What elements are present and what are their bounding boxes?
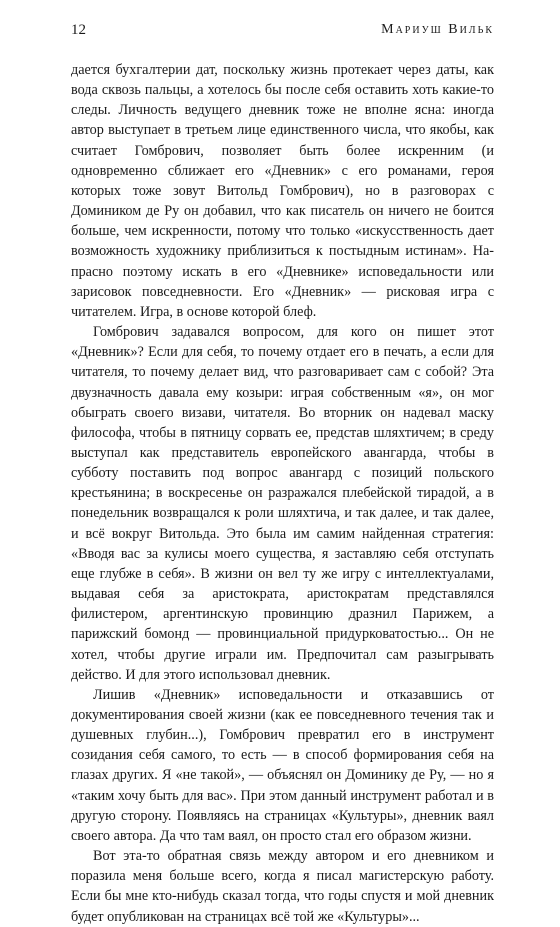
running-head (71, 22, 494, 42)
paragraph-continued: дается бухгалтерии дат, поскольку жизнь протекает через даты, как вода сквозь пальцы, а хотелось бы после себя оставить хоть какие-то следы. Личность ведущего дневник тоже не вполне ясна: иногда автор выступает в третьем лице единственного числа, что якобы, как считает Гомбрович, позволяет быть более искренним (и одновременно сближает его «Дневник» с его романами, героя которых тоже зовут Витольд Гомбрович), но в разговорах с Домиником де Ру он добавил, что как писатель он ничего не боится больше, чем искренности, потому что только «искусственность дает возможность художнику приблизиться к постыдным истинам». Напрасно поэтому искать в его «Дневнике» исповедальности или зарисовок повседневности. Его «Дневник» — рисковая игра с читателем. Игра, в основе которой блеф. (71, 62, 494, 320)
paragraph: Гомбрович задавался вопросом, для кого он пишет этот «Дневник»? Если для себя, то почему отдает его в печать, а если для читателя, то почему делает вид, что разговаривает сам с собой? Эта двузначность давала ему козыри: играя собственным «я», он мог обыграть своего визави, читателя. Во вторник он надевал маску философа, чтобы в пятницу сорвать ее, представ шляхтичем; в среду выступал как представитель европейского авангарда, чтобы в субботу поставить под вопрос авангард с позиций польского крестьянина; в воскресенье он разражался плебейской тирадой, а в понедельник возвращался к роли шляхтича, и так далее, и так далее, и всё вокруг Витольда. Это была им самим найденная стратегия: «Вводя вас за кулисы моего существа, я заставляю себя отступать еще глубже в себя». В жизни он вел ту же игру с интеллектуалами, выдавая себя за аристократа, аристократам представлялся филистером, аргентинскую провинцию дразнил Парижем, а парижский бомонд — провинциальной придурковатостью... Он не хотел, чтобы другие играли им. Предпочитал сам разыгрывать действо. И для этого использовал дневник. (71, 324, 494, 683)
body-text (71, 60, 494, 927)
paragraph: Лишив «Дневник» исповедальности и отказавшись от документирования своей жизни (как ее повседневного течения так и душевных глубин...), Гомбрович превратил его в инструмент созидания себя самого, то есть — в способ формирования себя на глазах других. Я «не такой», — объяснял он Доминику де Ру, — но я «таким хочу быть для вас». При этом данный инструмент работал и в другую сторону. Появляясь на страницах «Культуры», дневник ваял своего автора. Да что там ваял, он просто стал его образом жизни. (71, 686, 494, 844)
page-number: 12 (71, 22, 86, 38)
paragraph: Вот эта-то обратная связь между автором и его дневником и поразила меня больше всего, когда я писал магистерскую работу. Если бы мне кто-нибудь сказал тогда, что годы спустя и мой дневник будет опубликован на страницах всё той же «Культуры»... (71, 848, 494, 925)
author-name: Мариуш Вильк (381, 22, 494, 37)
